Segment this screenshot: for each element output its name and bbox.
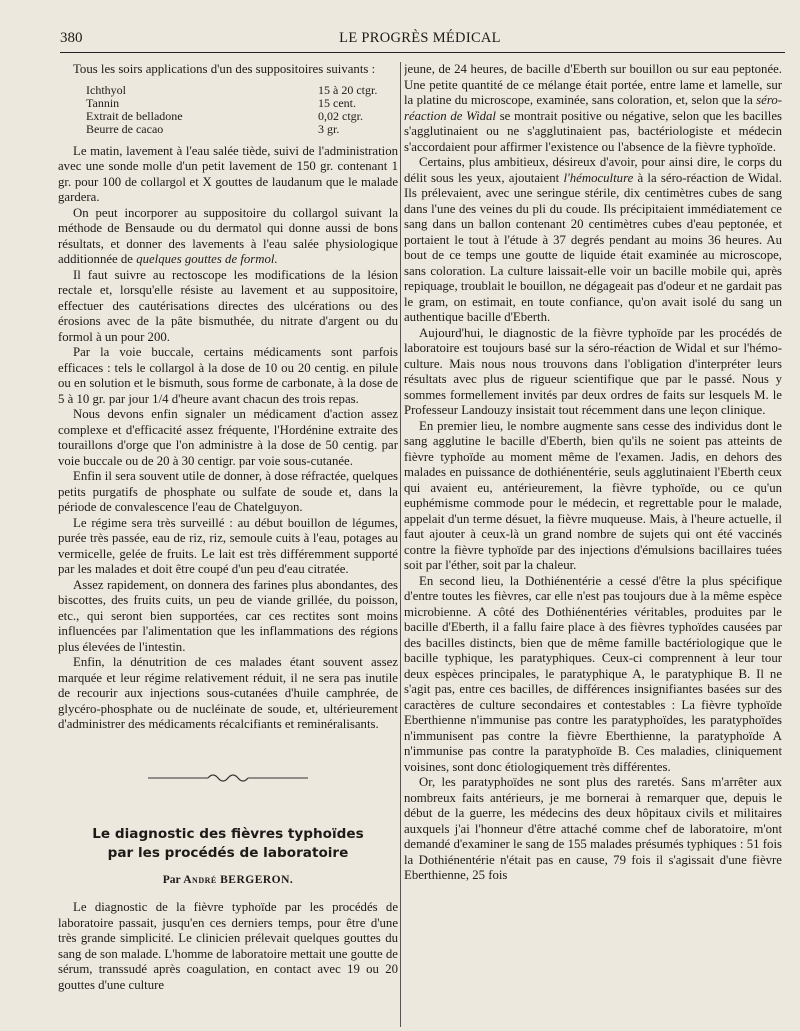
drug-name: Extrait de belladone [86, 109, 183, 123]
page-header [60, 26, 780, 50]
text-run: Certains, plus ambitieux, désireux d'avoir, pour ainsi dire, le corps du délit sous les yeux, ajoutaient [404, 155, 782, 185]
section-ornament [58, 771, 398, 785]
drug-dose: 3 gr. [318, 121, 340, 136]
author-name: André BERGERON. [183, 873, 294, 886]
text-run: se montrait positive ou négative, selon que les bacilles s'agglutinaient ou ne s'agglutinaient pas, bactériologiste et médecin s'accordaient pour affirmer l'existence ou l'absence de la fièvre typhoïde. [404, 108, 782, 154]
header-rule [60, 52, 785, 53]
paragraph: Nous devons enfin signaler un médicament d'action assez complexe et d'efficacité assez fréquente, l'Hordénine extraite des touraillons d'orge que l'on administre à la dose de 50 centig. par voie buccale ou de 20 à 30 centigr. par voie sous-cutanée. [58, 407, 398, 468]
drug-name: Ichthyol [86, 83, 126, 97]
byline-prefix: Par [162, 873, 181, 886]
paragraph: Aujourd'hui, le diagnostic de la fièvre typhoïde par les procédés de laboratoire est toujours basé sur la séro-réaction de Widal et sur l'hémo-culture. Mais nous nous trouvons dans l'obligation d'interpréter leurs résultats avec plus de rigueur scientifique que par le passé. Nous y sommes formellement invités par deux ordres de faits sur lesquels M. le Professeur Landouzy insistait tout récemment dans une leçon clinique. [404, 325, 782, 417]
text-run: à la séro-réaction de Widal. Ils prélevaient, avec une seringue stérile, dix centimètres cubes de sang dans l'une des veines du pli du coude. Ils précipitaient immédiatement ce sang dans un ballon contenant 20 centimètres cubes d'eau peptonée, et portaient le tout à l'étude à 37 degrés pendant au moins 36 heures. Au bout de ce temps une goutte de liquide était examinée au microscope, sans coloration. La culture laissait-elle voir un bacille mobile qui, après repiquage, troublait le bouillon, ne dégageait pas d'odeur et ne gardait pas le gram, on estimait, en toute confiance, qu'on avait isolé du sang un authentique bacille d'Eberth. [404, 170, 782, 324]
paragraph: Enfin, la dénutrition de ces malades étant souvent assez marquée et leur régime relativement réduit, il ne sera pas inutile de recourir aux injections sous-cutanées d'huile camphrée, de glycéro-phosphate ou de nucléinate de soude, et, ultérieurement d'administrer des médicaments récalcifiants et reminéralisants. [58, 655, 398, 731]
prescription-item [86, 97, 378, 110]
prescription-item [86, 110, 378, 123]
paragraph: En second lieu, la Dothiénentérie a cessé d'être la plus spécifique d'entre toutes les fièvres, car elle n'est pas toujours due à la même espèce microbienne. A côté des Dothiénentéries véritables, produites par le bacille d'Eberth, il a fallu faire place à des fièvres typhoïdes causées par des bacilles distincts, bien que de même famille bactériologique que le bacille typhique, les paratyphiques. Ceux-ci comprennent à leur tour deux espèces principales, le paratyphique A, le paratyphique B. Il ne s'agit pas, entre ces bacilles, de différences insignifiantes basées sur des caractères de culture secondaires et contestables : La fièvre typhoïde Eberthienne n'immunise pas contre les paratyphoïdes, les paratyphoïdes n'immunisent pas contre la fièvre Eberthienne, la paratyphoïde A n'immunise pas contre la paratyphoïde B. Ces maladies, cliniquement voisines, sont donc étiologiquement très différentes. [404, 573, 782, 774]
paragraph: Le diagnostic de la fièvre typhoïde par les procédés de laboratoire passait, jusqu'en ces derniers temps, pour être d'une très grande simplicité. Le clinicien prélevait quelques gouttes du sang de son malade. L'homme de laboratoire mettait une goutte de sérum, transsudé après coagulation, en contact avec 19 ou 20 gouttes d'une culture [58, 900, 398, 992]
italic-text: quelques gouttes de formol. [136, 252, 278, 266]
prescription-item [86, 84, 378, 97]
drug-dose: 15 à 20 ctgr. [318, 82, 378, 97]
drug-dose: 0,02 ctgr. [318, 108, 363, 123]
paragraph: Enfin il sera souvent utile de donner, à dose réfractée, quelques petits purgatifs de phosphate ou sulfate de soude et, dans la période de convalescence l'eau de Chatelguyon. [58, 469, 398, 514]
journal-title: LE PROGRÈS MÉDICAL [339, 30, 501, 46]
text-run: On peut incorporer au suppositoire du collargol suivant la méthode de Bensaude ou du dermatol qui donne aussi de bons résultats, et donner des lavements à l'eau salée physiologique additionnée de [58, 205, 398, 266]
paragraph [404, 155, 782, 326]
paragraph: Le matin, lavement à l'eau salée tiède, suivi de l'administration avec une sonde molle d'un petit lavement de 150 gr. contenant 1 gr. pour 100 de collargol et X gouttes de laudanum que le malade gardera. [58, 143, 398, 204]
drug-name: Beurre de cacao [86, 122, 164, 136]
article-title [58, 825, 398, 863]
right-column [404, 62, 782, 1027]
text-run: jeune, de 24 heures, de bacille d'Eberth sur bouillon ou sur eau peptonée. Une petite quantité de ce mélange était portée, entre lame et lamelle, sur la platine du microscope, examinée, sans coloration, et, selon que la [404, 62, 782, 107]
paragraph-intro: Tous les soirs applications d'un des suppositoires suivants : [73, 62, 376, 76]
article-title-line: Le diagnostic des fièvres typhoïdes [92, 825, 364, 842]
prescription-item [86, 123, 378, 136]
paragraph: Assez rapidement, on donnera des farines plus abondantes, des biscottes, des fruits cuits, un peu de viande grillée, du poisson, etc., qui seront bien supportées, car ces rectites sont moins influencées par l'alimentation que les inflammations des régions plus élevées de l'intestin. [58, 577, 398, 654]
paragraph: Par la voie buccale, certains médicaments sont parfois efficaces : tels le collargol à la dose de 10 ou 20 centig. en pilule ou en solution et le bismuth, sous forme de carbonate, à la dose de 5 à 10 gr. par jour 1/4 d'heure avant chacun des trois repas. [58, 345, 398, 406]
paragraph [58, 206, 398, 268]
page-number: 380 [60, 30, 83, 46]
paragraph [404, 62, 782, 155]
italic-text: l'hémoculture [563, 170, 634, 185]
prescription-list [86, 84, 378, 136]
article-byline [58, 873, 398, 889]
ornament-divider-icon [128, 771, 328, 785]
paragraph: Le régime sera très surveillé : au début bouillon de légumes, purée très passée, eau de riz, riz, semoule cuits à l'eau, potages au vermicelle, gelée de fruits. Le lait est très différemment supporté par les malades et doit être coupé d'un peu d'eau citratée. [58, 515, 398, 576]
paragraph: Il faut suivre au rectoscope les modifications de la lésion rectale et, lorsqu'elle résiste au lavement et au suppositoire, effectuer des cautérisations directes des ulcérations ou des érosions avec de la pâte bismuthée, du nitrate d'argent ou du formol à un pour 200. [58, 267, 398, 344]
column-rule [400, 62, 401, 1027]
drug-dose: 15 cent. [318, 95, 356, 110]
italic-text: séro-réaction de Widal [404, 93, 782, 123]
paragraph: Or, les paratyphoïdes ne sont plus des raretés. Sans m'arrêter aux nombreux faits antérieurs, je me bornerai à remarquer que, depuis le début de la guerre, les médecins des deux hôpitaux civils et militaires auxquels j'ai l'honneur d'être attaché comme chef de laboratoire, m'ont demandé d'examiner le sang de 155 malades présumés typhiques : 51 fois la Dothiénentérie n'était pas en cause, 79 fois il s'agissait d'une fièvre Eberthienne, 25 fois [404, 775, 782, 882]
left-column [58, 62, 398, 1027]
article-title-line: par les procédés de laboratoire [107, 844, 349, 861]
drug-name: Tannin [86, 96, 120, 110]
paragraph: En premier lieu, le nombre augmente sans cesse des individus dont le sang agglutine le bacille d'Eberth, bien qu'ils ne soient pas atteints de fièvre typhoïde au moment même de l'examen. Jadis, en dehors des malades en puissance de dothiénentérie, seuls agglutinaient l'Eberth ceux qui avaient eu, antérieurement, la fièvre typhoïde, ou ce qu'un euphémisme commode pour le médecin, et regrettable pour le malade, appelait d'un terme désuet, la fièvre muqueuse. Mais, à l'heure actuelle, il faut ajouter à ceux-là un grand nombre de sujets qui ont été vaccinés contre la fièvre typhoïde par des injections d'émulsions bacillaires tuées soit par l'éther, soit par la chaleur. [404, 418, 782, 572]
